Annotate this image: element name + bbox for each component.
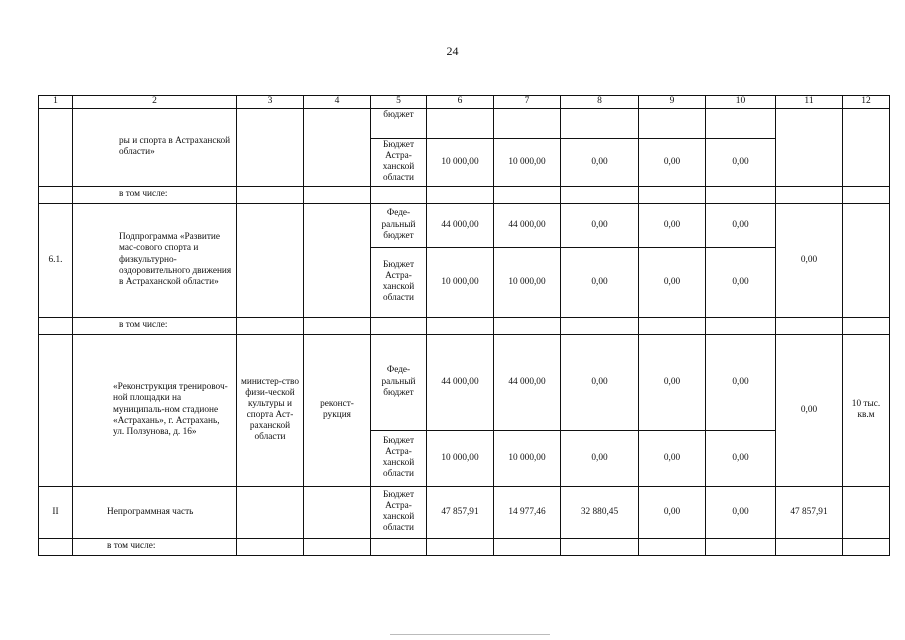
- cell-value: 44 000,00: [494, 203, 561, 247]
- executor: министер-ство физи-ческой культуры и спорта Аст-раханской области: [237, 334, 304, 486]
- cell-value: 0,00: [639, 430, 706, 486]
- col-header: 10: [706, 96, 776, 109]
- row-name: Непрограммная часть: [73, 486, 237, 538]
- cell-value: 0,00: [561, 203, 639, 247]
- cell-value: 44 000,00: [427, 203, 494, 247]
- cell-value: 10 000,00: [427, 430, 494, 486]
- cell-value: 44 000,00: [494, 334, 561, 430]
- cell-value: 0,00: [639, 486, 706, 538]
- row-name: «Реконструкция тренировоч-ной площадки на муниципаль-ном стадионе «Астрахань», г. Астрахань, ул. Ползунова, д. 16»: [73, 334, 237, 486]
- in-that-label: в том числе:: [73, 186, 237, 203]
- capacity: 10 тыс. кв.м: [843, 334, 890, 486]
- funding-source: Бюджет Астра-ханской области: [371, 430, 427, 486]
- scan-artifact-line: [390, 634, 550, 635]
- cell-value: 10 000,00: [494, 139, 561, 187]
- row-name: ры и спорта в Астраханской области»: [73, 109, 237, 187]
- cell-value: 0,00: [561, 139, 639, 187]
- col-header: 7: [494, 96, 561, 109]
- col-header: 11: [776, 96, 843, 109]
- cell-value: 0,00: [639, 203, 706, 247]
- column-header-row: [39, 96, 890, 109]
- cell-value: 0,00: [706, 247, 776, 317]
- col-header: 2: [73, 96, 237, 109]
- table-row: [39, 538, 890, 555]
- cell-value: 0,00: [706, 139, 776, 187]
- cell-value: 0,00: [706, 486, 776, 538]
- col-header: 12: [843, 96, 890, 109]
- table-row: [39, 317, 890, 334]
- budget-table: [38, 95, 890, 556]
- col-header: 1: [39, 96, 73, 109]
- cell-value: 0,00: [706, 430, 776, 486]
- funding-source: Феде-ральный бюджет: [371, 334, 427, 430]
- table-row: [39, 486, 890, 538]
- cell-value: 10 000,00: [427, 139, 494, 187]
- cell-value: 0,00: [639, 139, 706, 187]
- funding-source: Бюджет Астра-ханской области: [371, 139, 427, 187]
- cell-value: 0,00: [639, 334, 706, 430]
- in-that-label: в том числе:: [73, 538, 237, 555]
- cell-value: 0,00: [776, 334, 843, 486]
- table-row: [39, 203, 890, 247]
- col-header: 3: [237, 96, 304, 109]
- table-row: [39, 334, 890, 430]
- table-row: [39, 186, 890, 203]
- cell-value: 0,00: [561, 247, 639, 317]
- cell-value: 10 000,00: [427, 247, 494, 317]
- work-kind: реконст-рукция: [304, 334, 371, 486]
- page-number: 24: [446, 44, 459, 58]
- cell-value: 14 977,46: [494, 486, 561, 538]
- cell-value: 10 000,00: [494, 430, 561, 486]
- row-number: II: [39, 486, 73, 538]
- funding-source: бюджет: [371, 109, 427, 139]
- cell-value: 44 000,00: [427, 334, 494, 430]
- in-that-label: в том числе:: [73, 317, 237, 334]
- cell-value: 0,00: [561, 430, 639, 486]
- row-name: Подпрограмма «Развитие мас-сового спорта и физкультурно-оздоровительного движения в Астраханской области»: [73, 203, 237, 317]
- cell-value: 32 880,45: [561, 486, 639, 538]
- col-header: 9: [639, 96, 706, 109]
- col-header: 5: [371, 96, 427, 109]
- cell-value: 10 000,00: [494, 247, 561, 317]
- col-header: 4: [304, 96, 371, 109]
- col-header: 8: [561, 96, 639, 109]
- cell-value: 0,00: [706, 334, 776, 430]
- funding-source: Бюджет Астра-ханской области: [371, 247, 427, 317]
- cell-value: 0,00: [561, 334, 639, 430]
- table-row: [39, 109, 890, 139]
- funding-source: Феде-ральный бюджет: [371, 203, 427, 247]
- funding-source: Бюджет Астра-ханской области: [371, 486, 427, 538]
- cell-value: 47 857,91: [427, 486, 494, 538]
- col-header: 6: [427, 96, 494, 109]
- cell-value: 0,00: [706, 203, 776, 247]
- row-number: 6.1.: [39, 203, 73, 317]
- cell-value: 47 857,91: [776, 486, 843, 538]
- cell-value: 0,00: [776, 203, 843, 317]
- cell-value: 0,00: [639, 247, 706, 317]
